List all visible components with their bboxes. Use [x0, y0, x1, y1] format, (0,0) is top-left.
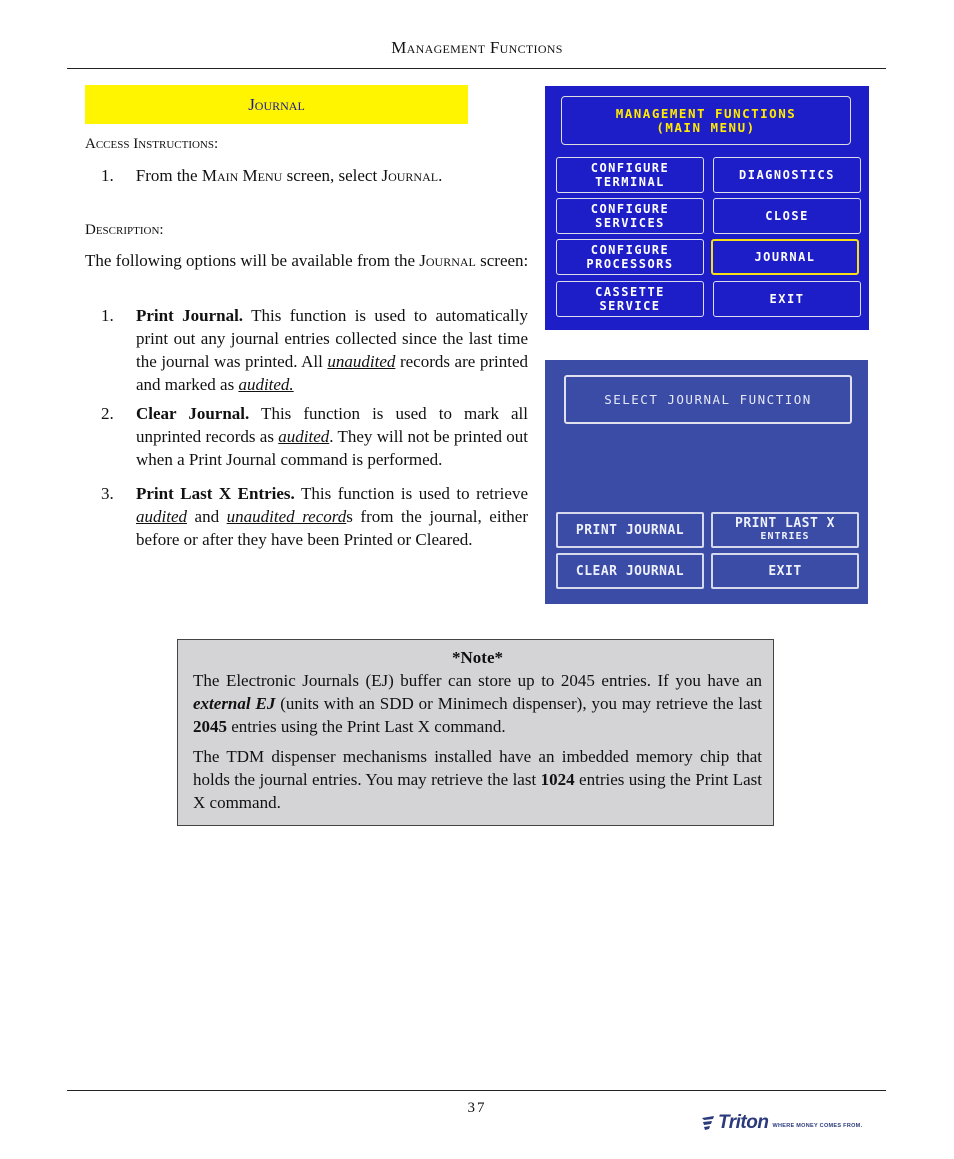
header-divider: [67, 68, 886, 69]
note-heading: *Note*: [452, 648, 503, 667]
button-label: CASSETTE: [595, 285, 665, 299]
option-body: [136, 402, 528, 471]
term-audited: audited: [278, 427, 330, 446]
section-title: Journal: [85, 85, 468, 124]
logo-tagline: WHERE MONEY COMES FROM.: [772, 1123, 863, 1129]
note-text: (units with an SDD or Minimech dispenser), you may retrieve the last: [275, 694, 762, 713]
description-intro: [85, 249, 530, 272]
option-text: This function is used to retrieve: [294, 484, 528, 503]
print-journal-button[interactable]: [556, 512, 704, 548]
button-label: EXIT: [769, 292, 805, 306]
access-step-number: 1.: [101, 166, 114, 185]
access-step-mid: screen, select: [282, 166, 382, 185]
option-clear-journal: [101, 402, 528, 471]
term-audited: audited: [136, 507, 187, 526]
page-header-title: Management Functions: [391, 38, 563, 57]
footer-divider: [67, 1090, 886, 1091]
option-text: and: [187, 507, 227, 526]
button-label: CLOSE: [765, 209, 809, 223]
note-paragraph-2: [193, 745, 762, 814]
button-label: PROCESSORS: [586, 257, 674, 271]
option-text: records are printed and marked as: [136, 352, 528, 394]
note-number: 2045: [193, 717, 227, 736]
option-body: [136, 482, 528, 551]
cassette-service-button[interactable]: [556, 281, 704, 317]
journal-ref: Journal: [381, 166, 439, 185]
note-emphasis: external EJ: [193, 694, 276, 713]
option-title: Print Last X Entries.: [136, 484, 295, 503]
configure-terminal-button[interactable]: [556, 157, 704, 193]
option-text: . They will not be printed out when a Print Journal command is performed.: [136, 427, 529, 469]
title-line: (MAIN MENU): [656, 119, 756, 135]
button-label: CONFIGURE: [590, 202, 670, 216]
option-title: Clear Journal.: [136, 404, 250, 423]
access-step: [101, 164, 531, 187]
option-number: 1.: [101, 306, 114, 325]
option-text: This function is used to automatically print out any journal entries collected since the last time the journal was printed. All: [136, 306, 529, 371]
option-print-journal: [101, 304, 528, 396]
button-label: JOURNAL: [754, 250, 816, 264]
description-heading: Description:: [85, 222, 164, 238]
close-button[interactable]: [713, 198, 861, 234]
note-text: entries using the Print Last X command.: [193, 770, 762, 812]
term-unaudited: unaudited: [327, 352, 396, 371]
access-step-text: From the: [135, 166, 202, 185]
configure-services-button[interactable]: [556, 198, 704, 234]
main-menu-title: [561, 96, 851, 145]
option-number: 2.: [101, 404, 114, 423]
main-menu-screenshot: [545, 86, 869, 330]
note-paragraph-1: [193, 669, 762, 738]
intro-text-end: screen:: [475, 251, 529, 270]
logo-text: Triton: [718, 1112, 769, 1133]
option-title: Print Journal.: [136, 306, 244, 325]
note-number: 1024: [540, 770, 575, 789]
button-label: CONFIGURE: [590, 161, 670, 175]
button-label: CONFIGURE: [590, 243, 670, 257]
button-label: PRINT JOURNAL: [575, 522, 685, 538]
exit-button[interactable]: [713, 281, 861, 317]
main-menu-ref: Main Menu: [201, 166, 283, 185]
print-last-x-entries-button[interactable]: [711, 512, 859, 548]
button-label: EXIT: [768, 563, 802, 579]
button-label: PRINT LAST X: [735, 516, 835, 531]
button-label: ENTRIES: [760, 531, 810, 542]
button-label: CLEAR JOURNAL: [575, 563, 685, 579]
title-line: MANAGEMENT FUNCTIONS: [615, 105, 797, 121]
journal-screen-ref: Journal: [419, 251, 476, 270]
option-print-last-x: [101, 482, 528, 551]
page-number: 37: [467, 1100, 487, 1116]
note-text: entries using the Print Last X command.: [227, 717, 506, 736]
button-label: DIAGNOSTICS: [739, 168, 835, 182]
triton-logo: [700, 1108, 862, 1134]
triton-mark-icon: [700, 1115, 716, 1131]
journal-button[interactable]: [711, 239, 859, 275]
exit-button[interactable]: [711, 553, 859, 589]
clear-journal-button[interactable]: [556, 553, 704, 589]
button-label: TERMINAL: [595, 175, 665, 189]
option-text: This function is used to mark all unprinted records as: [136, 404, 529, 446]
journal-screen-screenshot: [545, 360, 868, 604]
configure-processors-button[interactable]: [556, 239, 704, 275]
option-body: [136, 304, 528, 396]
note-box: [177, 639, 774, 826]
access-step-end: .: [438, 166, 443, 185]
button-label: SERVICES: [595, 216, 665, 230]
note-text: The Electronic Journals (EJ) buffer can store up to 2045 entries. If you have an: [193, 671, 762, 690]
diagnostics-button[interactable]: [713, 157, 861, 193]
journal-screen-title: SELECT JOURNAL FUNCTION: [564, 375, 852, 424]
option-text: s from the journal, either before or after they have been Printed or Cleared.: [136, 507, 529, 549]
note-text: The TDM dispenser mechanisms installed have an imbedded memory chip that holds the journal entries. You may retrieve the last: [193, 747, 762, 789]
access-instructions-heading: Access Instructions:: [85, 136, 219, 152]
term-audited: audited.: [238, 375, 294, 394]
option-number: 3.: [101, 484, 114, 503]
button-label: SERVICE: [599, 299, 661, 313]
term-unaudited-record: unaudited record: [226, 507, 347, 526]
intro-text: The following options will be available from the: [85, 251, 420, 270]
